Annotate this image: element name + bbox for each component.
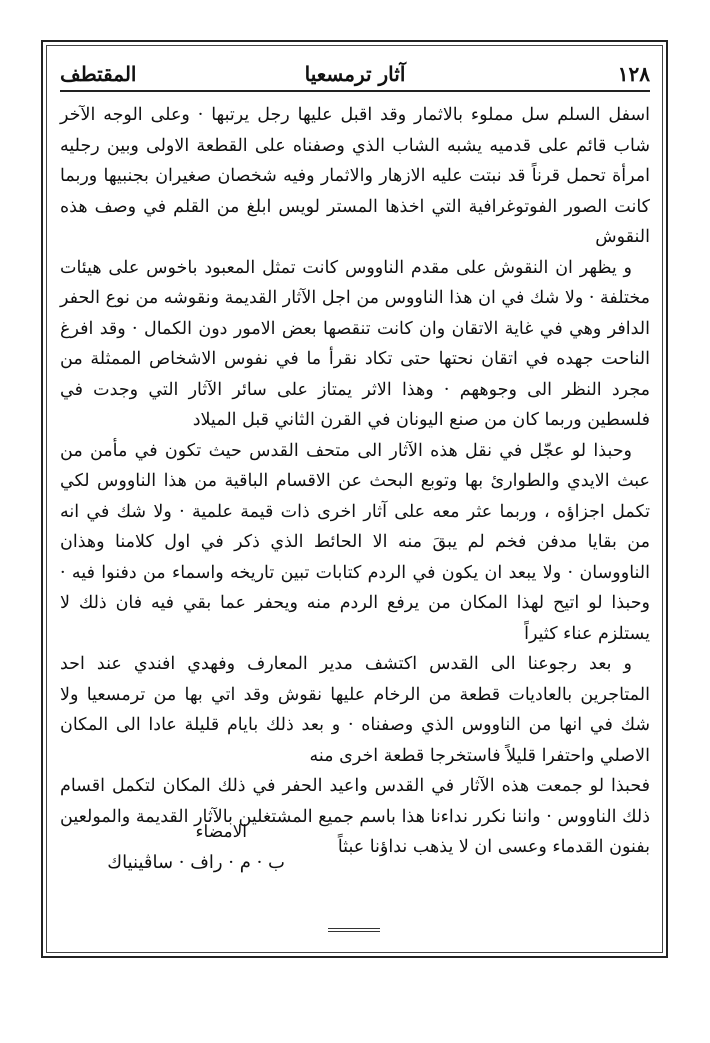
running-header	[60, 60, 650, 92]
page-number: ١٢٨	[617, 62, 650, 86]
header-rule	[60, 90, 650, 92]
signature-label: الامضاء	[195, 822, 247, 842]
paragraph: و بعد رجوعنا الى القدس اكتشف مدير المعارف وفهدي افندي عند احد المتاجرين بالعاديات قطعة من الرخام عليها نقوش وقد اتي بها من ترمسعيا ولا شك في انها من الناووس الذي وصفناه · و بعد ذلك بايام قليلة عادا الى المكان الاصلي واحتفرا قليلاً فاستخرجا قطعة اخرى منه	[60, 654, 650, 766]
signature-name: ب · م · راف · ساڤينياك	[107, 852, 285, 873]
end-rule-bottom	[328, 931, 380, 932]
article-body	[60, 100, 650, 863]
paragraph: فحبذا لو جمعت هذه الآثار في القدس واعيد الحفر في ذلك المكان لتكمل اقسام ذلك الناووس · واننا نكرر نداءنا هذا باسم جميع المشتغلين بالآثار القديمة والمولعين بفنون القدماء وعسى ان لا يذهب نداؤنا عبثاً	[60, 776, 650, 857]
paragraph: وحبذا لو عجّل في نقل هذه الآثار الى متحف القدس حيث تكون في مأمن من عبث الايدي والطوارئ بها وتوبع البحث عن الاقسام الباقية من هذا الناووس لكي تكمل اجزاؤه ، وربما عثر معه على آثار اخرى ذات قيمة علمية · ولا شك في انه من بقايا مدفن فخم لم يبقَ منه الا الحائط الذي ذكر في اول كلامنا وهذان الناووسان · ولا يبعد ان يكون في الردم كتابات تبين تاريخه واسماء من دفنوا فيه · وحبذا لو اتيح لهذا المكان من يرفع الردم منه ويحفر عما بقي فيه فان ذلك لا يستلزم عناء كثيراً	[60, 440, 650, 644]
journal-name: المقتطف	[60, 62, 137, 86]
paragraph: اسفل السلم سل مملوء بالاثمار وقد اقبل عليها رجل يرتبها · وعلى الوجه الآخر شاب قائم على قدميه يشبه الشاب الذي وصفناه على القطعة الاولى وبين رجليه امرأة تحمل قرناً قد نبتت عليه الازهار والاثمار وفيه شخصان صغيران بجنبيها وربما كانت الصور الفوتوغرافية التي اخذها المستر لويس ابلغ من القلم في وصف هذه النقوش	[60, 105, 650, 247]
paragraph: و يظهر ان النقوش على مقدم الناووس كانت تمثل المعبود باخوس على هيئات مختلفة · ولا شك في ان هذا الناووس من اجل الآثار القديمة ونقوشه من نوع الحفر الدافر وهي في غاية الاتقان وان كانت تنقصها بعض الامور دون الكمال · وقد افرغ الناحت جهده في اتقان نحتها حتى تكاد نقرأ ما في نفوس الاشخاص الممثلة من مجرد النظر الى وجوههم · وهذا الاثر يمتاز على سائر الآثار التي وجدت في فلسطين وربما كان من صنع اليونان في القرن الثاني قبل الميلاد	[60, 257, 650, 430]
end-rule-top	[328, 928, 380, 929]
article-title: آثار ترمسعيا	[304, 62, 406, 86]
